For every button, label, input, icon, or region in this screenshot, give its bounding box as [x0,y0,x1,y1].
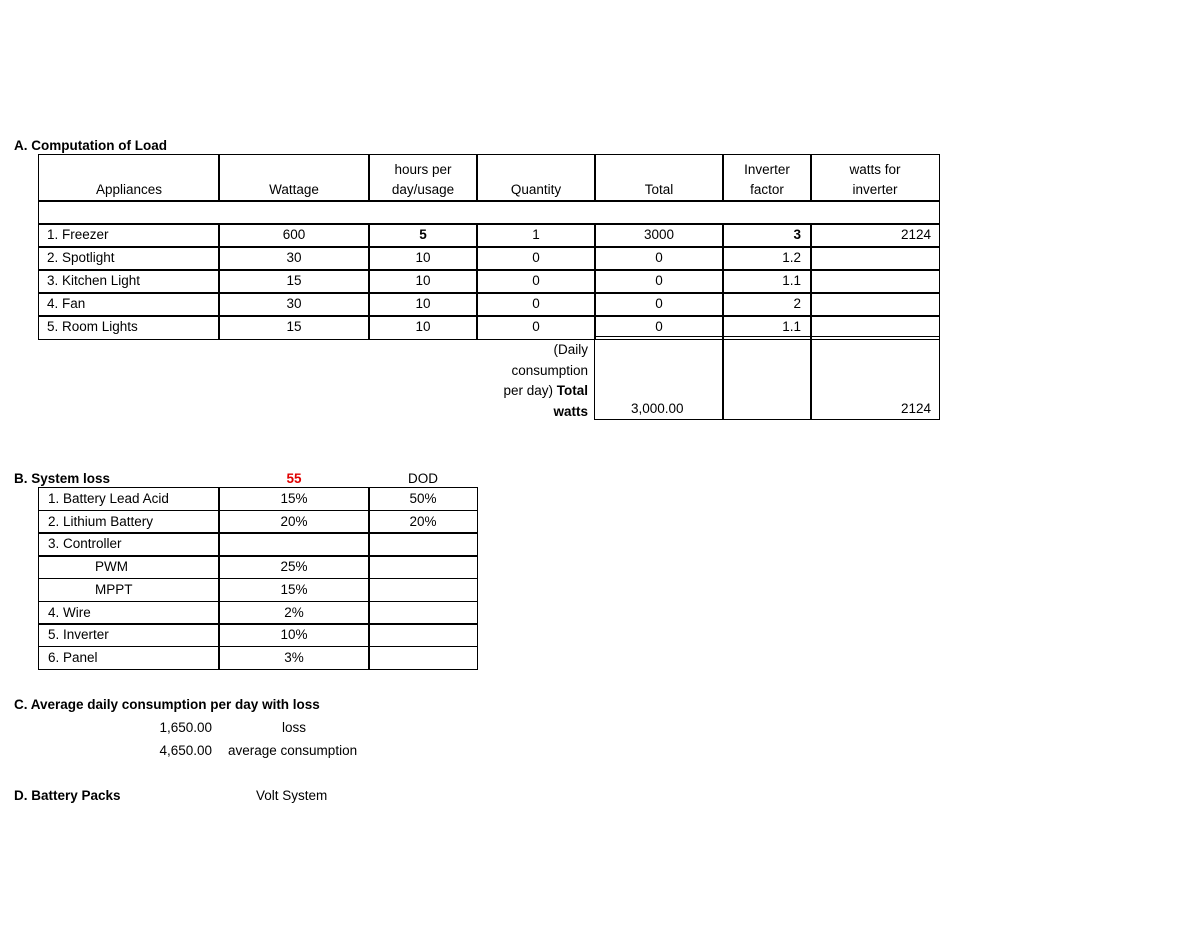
header-watts-for-inverter-cell [810,154,940,202]
header-hours-line1: hours per [394,162,452,177]
load-cell-watts-for-inverter [810,269,940,294]
loss-cell-dod-percent [368,555,478,579]
system-loss-value: 55 [286,471,302,486]
summary-label-line2: consumption [511,362,588,378]
hours-per-day: 10 [415,273,431,288]
average-consumption-value: 4,650.00 [159,743,212,758]
header-inverter-factor-cell [722,154,812,202]
appliance-name: 2. Spotlight [47,250,115,265]
hours-per-day: 10 [415,296,431,311]
loss-item-name: MPPT [95,581,133,597]
loss-item-name: 5. Inverter [48,627,109,643]
quantity: 1 [532,227,540,242]
load-cell-watts-for-inverter [810,292,940,317]
loss-cell-loss-percent [218,510,370,534]
header-wattage: Wattage [269,182,319,197]
load-cell-wattage [218,246,370,271]
header-inverter-line2: factor [750,182,784,197]
loss-item-name: 3. Controller [48,536,122,552]
loss-cell-dod-percent [368,623,478,647]
appliance-name: 5. Room Lights [47,319,138,334]
loss-percent: 3% [284,649,304,665]
section-b-title: B. System loss [14,471,111,486]
load-cell-quantity [476,223,596,248]
loss-cell-loss-percent [218,578,370,602]
loss-cell-loss-item-name [38,510,220,534]
loss-percent: 2% [284,604,304,620]
wattage: 15 [286,319,302,334]
loss-cell-loss-percent [218,555,370,579]
loss-cell-dod-percent [368,487,478,511]
loss-cell-dod-percent [368,601,478,625]
load-cell-quantity [476,315,596,340]
loss-cell-loss-item-name [38,555,220,579]
hours-per-day: 10 [415,319,431,334]
wattage: 15 [286,273,302,288]
load-cell-appliance-name [38,223,220,248]
wattage: 30 [286,250,302,265]
loss-item-name: 4. Wire [48,604,91,620]
summary-label-part-perday: per day) [503,383,553,398]
summary-label-line4: watts [553,403,588,419]
header-wattage-cell [218,154,370,202]
inverter-factor: 2 [793,296,801,311]
quantity: 0 [532,296,540,311]
section-c-title: C. Average daily consumption per day with loss [14,697,320,712]
summary-inverter-factor-cell [722,336,812,420]
load-cell-total [594,246,724,271]
load-cell-wattage [218,269,370,294]
load-cell-quantity [476,292,596,317]
load-cell-total [594,292,724,317]
total: 0 [655,250,663,265]
watts-for-inverter: 2124 [900,227,931,242]
inverter-factor: 1.1 [782,319,801,334]
loss-value: 1,650.00 [159,720,212,735]
total: 0 [655,273,663,288]
load-cell-total [594,269,724,294]
loss-percent: 15% [280,581,308,597]
quantity: 0 [532,273,540,288]
loss-item-name: 6. Panel [48,649,98,665]
load-cell-hours-per-day [368,292,478,317]
quantity: 0 [532,250,540,265]
total: 0 [655,296,663,311]
appliance-name: 3. Kitchen Light [47,273,141,288]
load-cell-quantity [476,269,596,294]
header-quantity: Quantity [510,182,562,197]
header-hours-line2: day/usage [391,182,455,197]
summary-label [480,340,588,422]
header-total-cell [594,154,724,202]
loss-cell-loss-item-name [38,578,220,602]
load-cell-watts-for-inverter [810,246,940,271]
loss-cell-loss-item-name [38,487,220,511]
loss-percent: 10% [280,627,308,643]
header-total: Total [644,182,674,197]
inverter-factor: 1.1 [782,273,801,288]
loss-percent: 25% [280,559,308,575]
load-cell-hours-per-day [368,269,478,294]
appliance-name: 4. Fan [47,296,86,311]
load-cell-quantity [476,246,596,271]
header-inverter-line1: Inverter [744,162,790,177]
load-cell-wattage [218,223,370,248]
inverter-factor: 3 [793,227,801,242]
load-cell-wattage [218,315,370,340]
summary-label-part-total: Total [556,383,588,398]
load-cell-hours-per-day [368,315,478,340]
total: 3000 [643,227,675,242]
load-cell-inverter-factor [722,223,812,248]
load-cell-hours-per-day [368,223,478,248]
dod-label: DOD [408,471,438,486]
dod-percent: 20% [409,513,437,529]
dod-percent: 50% [409,491,437,506]
summary-watts-cell [810,336,940,420]
section-d-title: D. Battery Packs [14,788,121,803]
load-cell-appliance-name [38,292,220,317]
summary-watts-value: 2124 [900,401,931,416]
total: 0 [655,319,663,334]
loss-label: loss [282,720,307,735]
load-cell-inverter-factor [722,269,812,294]
loss-cell-loss-percent [218,487,370,511]
quantity: 0 [532,319,540,334]
header-appliances-cell [38,154,220,202]
wattage: 30 [286,296,302,311]
header-watts-line2: inverter [852,182,898,197]
loss-item-name: 2. Lithium Battery [48,513,154,529]
summary-total-value: 3,000.00 [631,401,684,416]
load-cell-inverter-factor [722,246,812,271]
header-watts-line1: watts for [849,162,901,177]
hours-per-day: 10 [415,250,431,265]
volt-system-label: Volt System [256,788,328,803]
load-cell-inverter-factor [722,292,812,317]
loss-cell-dod-percent [368,510,478,534]
wattage: 600 [282,227,306,242]
loss-cell-loss-percent [218,532,370,556]
loss-cell-loss-item-name [38,532,220,556]
load-cell-appliance-name [38,315,220,340]
loss-item-name: PWM [95,559,128,575]
loss-cell-dod-percent [368,578,478,602]
loss-percent: 15% [280,491,308,506]
load-cell-total [594,223,724,248]
inverter-factor: 1.2 [782,250,801,265]
summary-label-line1: (Daily [553,342,588,357]
section-a-title: A. Computation of Load [14,138,167,153]
header-hours-cell [368,154,478,202]
summary-total-cell [594,336,724,420]
appliance-name: 1. Freezer [47,227,109,242]
loss-cell-loss-percent [218,601,370,625]
load-cell-hours-per-day [368,246,478,271]
loss-cell-dod-percent [368,646,478,670]
summary-label-line3 [480,381,588,402]
loss-cell-loss-item-name [38,623,220,647]
hours-per-day: 5 [419,227,427,242]
header-quantity-cell [476,154,596,202]
loss-item-name: 1. Battery Lead Acid [48,491,169,506]
loss-percent: 20% [280,513,308,529]
header-appliances: Appliances [95,182,163,197]
loss-cell-loss-item-name [38,646,220,670]
average-consumption-label: average consumption [228,743,358,758]
loss-cell-loss-item-name [38,601,220,625]
load-cell-appliance-name [38,246,220,271]
loss-cell-loss-percent [218,646,370,670]
blank-row [38,200,940,225]
load-cell-wattage [218,292,370,317]
load-cell-appliance-name [38,269,220,294]
loss-cell-loss-percent [218,623,370,647]
load-cell-watts-for-inverter [810,223,940,248]
loss-cell-dod-percent [368,532,478,556]
